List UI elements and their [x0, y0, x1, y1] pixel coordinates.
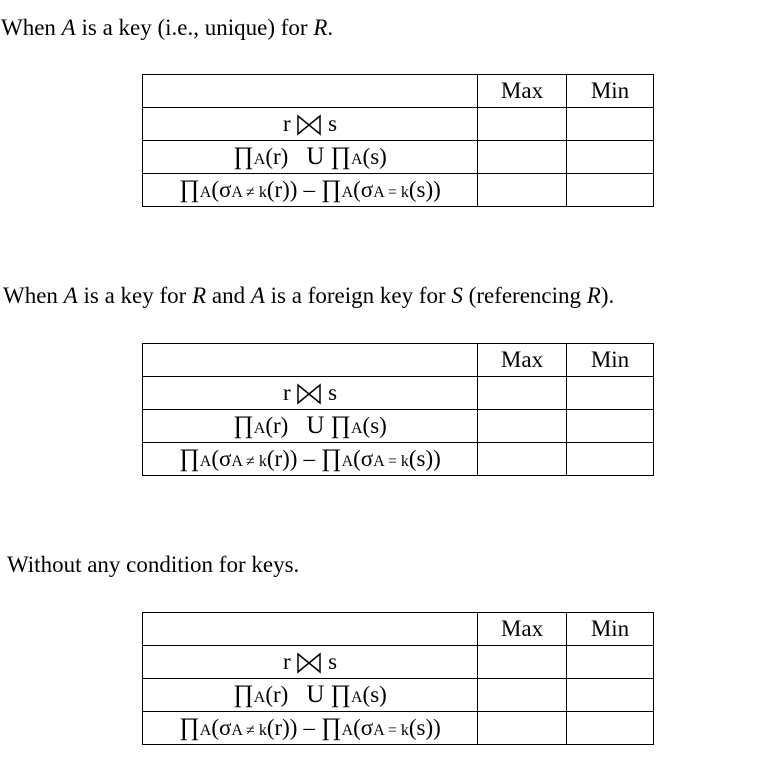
min-cell[interactable] [567, 174, 654, 207]
minus-operator: – [303, 715, 315, 740]
join-expression [143, 646, 478, 679]
projection-attr: A [350, 689, 363, 706]
selection-open: (σ [353, 177, 374, 202]
selection-condition: A = k [373, 722, 409, 739]
join-left: r [282, 648, 291, 674]
projection-symbol: ∏ [179, 176, 200, 203]
selection-arg: (r)) [266, 177, 298, 202]
projection-symbol: ∏ [179, 445, 200, 472]
projection-symbol: ∏ [320, 714, 342, 741]
minus-operator: – [303, 177, 315, 202]
projection-symbol: ∏ [233, 681, 254, 708]
heading-text: . [327, 15, 334, 40]
union-arg1: (r) [265, 682, 289, 707]
header-empty-cell [143, 344, 478, 377]
heading-text: is a key for [77, 283, 193, 308]
heading-var-a: A [63, 283, 78, 308]
selection-open: (σ [211, 715, 232, 740]
union-arg2: (s) [362, 144, 387, 169]
projection-attr: A [350, 151, 363, 168]
union-arg1: (r) [265, 144, 289, 169]
min-cell[interactable] [567, 646, 654, 679]
union-arg2: (s) [362, 413, 387, 438]
table-row [143, 410, 654, 443]
join-right: s [328, 648, 338, 674]
heading-text: When [3, 283, 64, 308]
header-max: Max [478, 613, 567, 646]
min-cell[interactable] [567, 141, 654, 174]
min-cell[interactable] [567, 443, 654, 476]
projection-symbol: ∏ [233, 143, 254, 170]
projection-symbol: ∏ [320, 445, 342, 472]
table-row [143, 646, 654, 679]
max-cell[interactable] [478, 410, 567, 443]
section-3-table [142, 612, 654, 745]
difference-expression [143, 174, 478, 207]
section-1-heading [1, 14, 333, 42]
max-cell[interactable] [478, 443, 567, 476]
join-expression [143, 108, 478, 141]
join-expression [143, 377, 478, 410]
min-cell[interactable] [567, 377, 654, 410]
union-operator: U [306, 412, 325, 439]
selection-arg: (s)) [408, 715, 441, 740]
natural-join-icon [296, 382, 322, 406]
projection-attr: A [341, 184, 354, 201]
header-max: Max [478, 344, 567, 377]
min-cell[interactable] [567, 679, 654, 712]
header-max: Max [478, 75, 567, 108]
projection-attr: A [199, 184, 212, 201]
max-cell[interactable] [478, 646, 567, 679]
projection-symbol: ∏ [233, 412, 254, 439]
min-cell[interactable] [567, 712, 654, 745]
header-min: Min [567, 75, 654, 108]
selection-arg: (r)) [266, 715, 298, 740]
heading-text: Without any condition for keys. [7, 552, 300, 577]
union-expression [143, 679, 478, 712]
max-cell[interactable] [478, 679, 567, 712]
minus-operator: – [303, 446, 315, 471]
join-right: s [328, 110, 338, 136]
section-3-heading [7, 551, 299, 579]
union-expression [143, 141, 478, 174]
max-cell[interactable] [478, 712, 567, 745]
header-min: Min [567, 344, 654, 377]
difference-expression [143, 712, 478, 745]
heading-var-r: R [586, 283, 601, 308]
projection-attr: A [341, 453, 354, 470]
projection-attr: A [199, 722, 212, 739]
max-cell[interactable] [478, 174, 567, 207]
heading-text: (referencing [462, 283, 587, 308]
projection-attr: A [253, 420, 266, 437]
max-cell[interactable] [478, 141, 567, 174]
union-arg2: (s) [362, 682, 387, 707]
difference-expression [143, 443, 478, 476]
max-cell[interactable] [478, 377, 567, 410]
projection-attr: A [253, 151, 266, 168]
projection-attr: A [199, 453, 212, 470]
selection-condition: A = k [373, 453, 409, 470]
projection-attr: A [341, 722, 354, 739]
join-left: r [282, 110, 291, 136]
section-2-heading [3, 282, 614, 310]
union-operator: U [306, 143, 325, 170]
min-cell[interactable] [567, 410, 654, 443]
section-1-table [142, 74, 654, 207]
heading-text: ). [600, 283, 615, 308]
heading-var-r: R [192, 283, 207, 308]
selection-condition: A ≠ k [231, 184, 267, 201]
table-row [143, 679, 654, 712]
table-header-row [143, 344, 654, 377]
selection-condition: A ≠ k [231, 453, 267, 470]
heading-var-s: S [451, 283, 463, 308]
heading-text: and [206, 283, 251, 308]
selection-open: (σ [211, 177, 232, 202]
projection-symbol: ∏ [320, 176, 342, 203]
selection-open: (σ [353, 715, 374, 740]
union-operator: U [306, 681, 325, 708]
header-min: Min [567, 613, 654, 646]
table-row [143, 141, 654, 174]
selection-arg: (s)) [408, 177, 441, 202]
selection-open: (σ [211, 446, 232, 471]
max-cell[interactable] [478, 108, 567, 141]
projection-symbol: ∏ [330, 143, 351, 170]
min-cell[interactable] [567, 108, 654, 141]
header-empty-cell [143, 75, 478, 108]
natural-join-icon [296, 113, 322, 137]
selection-arg: (s)) [408, 446, 441, 471]
section-2-table [142, 343, 654, 476]
heading-var-r: R [313, 15, 328, 40]
table-header-row [143, 75, 654, 108]
projection-attr: A [350, 420, 363, 437]
projection-symbol: ∏ [330, 681, 351, 708]
projection-symbol: ∏ [330, 412, 351, 439]
table-row [143, 712, 654, 745]
heading-text: is a key (i.e., unique) for [75, 15, 314, 40]
heading-text: is a foreign key for [264, 283, 452, 308]
selection-condition: A ≠ k [231, 722, 267, 739]
selection-arg: (r)) [266, 446, 298, 471]
header-empty-cell [143, 613, 478, 646]
table-row [143, 377, 654, 410]
union-arg1: (r) [265, 413, 289, 438]
join-right: s [328, 379, 338, 405]
table-row [143, 108, 654, 141]
selection-open: (σ [353, 446, 374, 471]
selection-condition: A = k [373, 184, 409, 201]
table-row [143, 443, 654, 476]
table-row [143, 174, 654, 207]
table-header-row [143, 613, 654, 646]
heading-var-a: A [250, 283, 265, 308]
union-expression [143, 410, 478, 443]
join-left: r [282, 379, 291, 405]
natural-join-icon [296, 651, 322, 675]
projection-attr: A [253, 689, 266, 706]
heading-var-a: A [61, 15, 76, 40]
heading-text: When [1, 15, 62, 40]
projection-symbol: ∏ [179, 714, 200, 741]
